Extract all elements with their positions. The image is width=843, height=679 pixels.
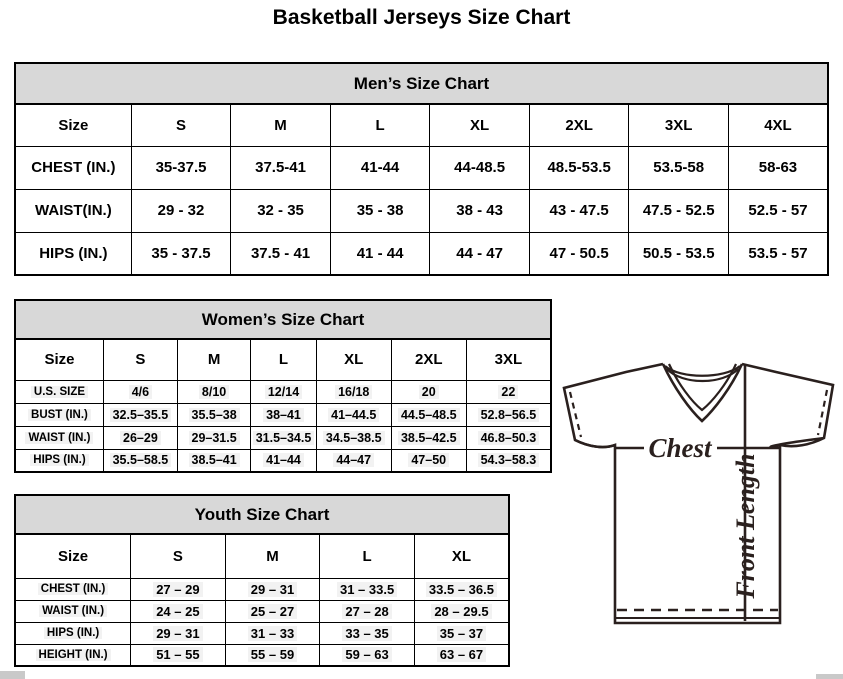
- size-value-cell: 38 - 43: [430, 189, 530, 232]
- size-value-cell: 12/14: [251, 380, 316, 403]
- column-header: 3XL: [629, 104, 729, 146]
- jersey-vneck-inner: [669, 364, 736, 410]
- column-header: S: [131, 534, 226, 578]
- size-value-cell: 38.5–42.5: [391, 426, 466, 449]
- table-row: [15, 403, 551, 426]
- youth-chart-title: Youth Size Chart: [14, 494, 510, 533]
- scrollbar-right-fragment[interactable]: [816, 674, 843, 679]
- size-value-cell: 47.5 - 52.5: [629, 189, 729, 232]
- size-value-cell: 26–29: [103, 426, 177, 449]
- size-value-cell: 47 - 50.5: [529, 232, 629, 275]
- jersey-collar-back-arc-1: [665, 366, 740, 376]
- table-row: [15, 578, 509, 600]
- size-value-cell: 59 – 63: [320, 644, 415, 666]
- size-value-cell: 53.5 - 57: [728, 232, 828, 275]
- size-value-cell: 54.3–58.3: [466, 449, 551, 472]
- size-value-cell: 32.5–35.5: [103, 403, 177, 426]
- column-header: XL: [316, 339, 391, 380]
- size-value-cell: 44 - 47: [430, 232, 530, 275]
- column-header: XL: [414, 534, 509, 578]
- size-value-cell: 41-44: [330, 146, 430, 189]
- size-value-cell: 29–31.5: [177, 426, 250, 449]
- row-label: WAIST (IN.): [15, 426, 103, 449]
- scrollbar-left-fragment[interactable]: [0, 671, 25, 679]
- mens-chart-title: Men’s Size Chart: [14, 62, 829, 103]
- size-value-cell: 52.8–56.5: [466, 403, 551, 426]
- column-header: M: [177, 339, 250, 380]
- size-value-cell: 25 – 27: [225, 600, 320, 622]
- table-row: [15, 600, 509, 622]
- size-value-cell: 32 - 35: [231, 189, 331, 232]
- column-header: Size: [15, 534, 131, 578]
- row-label: HEIGHT (IN.): [15, 644, 131, 666]
- front-length-label: Front Length: [731, 453, 760, 599]
- size-value-cell: 35 - 38: [330, 189, 430, 232]
- size-value-cell: 28 – 29.5: [414, 600, 509, 622]
- womens-chart-title: Women’s Size Chart: [14, 299, 552, 338]
- jersey-measurement-diagram: [556, 358, 843, 670]
- size-value-cell: 63 – 67: [414, 644, 509, 666]
- column-header-row: [15, 104, 828, 146]
- row-label: WAIST(IN.): [15, 189, 131, 232]
- jersey-left-underarm: [575, 440, 615, 447]
- size-value-cell: 41 - 44: [330, 232, 430, 275]
- table-row: [15, 622, 509, 644]
- size-value-cell: 34.5–38.5: [316, 426, 391, 449]
- size-value-cell: 27 – 29: [131, 578, 226, 600]
- size-value-cell: 22: [466, 380, 551, 403]
- size-value-cell: 35-37.5: [131, 146, 231, 189]
- size-value-cell: 37.5-41: [231, 146, 331, 189]
- size-value-cell: 4/6: [103, 380, 177, 403]
- size-value-cell: 41–44: [251, 449, 316, 472]
- row-label: CHEST (IN.): [15, 146, 131, 189]
- table-row: [15, 232, 828, 275]
- column-header: 4XL: [728, 104, 828, 146]
- womens-size-table: [14, 338, 552, 473]
- size-value-cell: 52.5 - 57: [728, 189, 828, 232]
- size-value-cell: 29 – 31: [225, 578, 320, 600]
- size-value-cell: 53.5-58: [629, 146, 729, 189]
- size-value-cell: 44–47: [316, 449, 391, 472]
- page-title: Basketball Jerseys Size Chart: [272, 6, 571, 29]
- size-value-cell: 31.5–34.5: [251, 426, 316, 449]
- table-row: [15, 189, 828, 232]
- column-header: S: [103, 339, 177, 380]
- size-value-cell: 44.5–48.5: [391, 403, 466, 426]
- size-value-cell: 43 - 47.5: [529, 189, 629, 232]
- size-value-cell: 35.5–38: [177, 403, 250, 426]
- size-value-cell: 33.5 – 36.5: [414, 578, 509, 600]
- mens-size-chart-section: [14, 62, 829, 276]
- size-value-cell: 33 – 35: [320, 622, 415, 644]
- size-value-cell: 48.5-53.5: [529, 146, 629, 189]
- size-value-cell: 55 – 59: [225, 644, 320, 666]
- column-header: 2XL: [529, 104, 629, 146]
- size-value-cell: 51 – 55: [131, 644, 226, 666]
- size-value-cell: 20: [391, 380, 466, 403]
- youth-size-chart-section: [14, 494, 510, 667]
- chest-label: Chest: [648, 433, 712, 463]
- table-row: [15, 426, 551, 449]
- size-value-cell: 35 - 37.5: [131, 232, 231, 275]
- column-header: L: [330, 104, 430, 146]
- size-value-cell: 35 – 37: [414, 622, 509, 644]
- row-label: CHEST (IN.): [15, 578, 131, 600]
- size-value-cell: 58-63: [728, 146, 828, 189]
- table-row: [15, 644, 509, 666]
- column-header: Size: [15, 339, 103, 380]
- size-value-cell: 41–44.5: [316, 403, 391, 426]
- column-header-row: [15, 339, 551, 380]
- size-value-cell: 29 – 31: [131, 622, 226, 644]
- table-row: [15, 380, 551, 403]
- size-value-cell: 8/10: [177, 380, 250, 403]
- size-value-cell: 50.5 - 53.5: [629, 232, 729, 275]
- table-row: [15, 449, 551, 472]
- size-value-cell: 47–50: [391, 449, 466, 472]
- column-header: M: [225, 534, 320, 578]
- row-label: HIPS (IN.): [15, 232, 131, 275]
- row-label: HIPS (IN.): [15, 449, 103, 472]
- column-header: 2XL: [391, 339, 466, 380]
- womens-size-chart-section: [14, 299, 552, 473]
- column-header: S: [131, 104, 231, 146]
- size-value-cell: 24 – 25: [131, 600, 226, 622]
- size-value-cell: 46.8–50.3: [466, 426, 551, 449]
- size-value-cell: 44-48.5: [430, 146, 530, 189]
- size-value-cell: 38.5–41: [177, 449, 250, 472]
- size-value-cell: 16/18: [316, 380, 391, 403]
- column-header-row: [15, 534, 509, 578]
- column-header: L: [251, 339, 316, 380]
- column-header: M: [231, 104, 331, 146]
- column-header: XL: [430, 104, 530, 146]
- size-value-cell: 31 – 33.5: [320, 578, 415, 600]
- size-value-cell: 29 - 32: [131, 189, 231, 232]
- row-label: BUST (IN.): [15, 403, 103, 426]
- column-header: Size: [15, 104, 131, 146]
- column-header: 3XL: [466, 339, 551, 380]
- row-label: WAIST (IN.): [15, 600, 131, 622]
- size-value-cell: 35.5–58.5: [103, 449, 177, 472]
- mens-size-table: [14, 103, 829, 276]
- column-header: L: [320, 534, 415, 578]
- jersey-outline: [564, 364, 833, 623]
- size-value-cell: 31 – 33: [225, 622, 320, 644]
- row-label: HIPS (IN.): [15, 622, 131, 644]
- row-label: U.S. SIZE: [15, 380, 103, 403]
- size-value-cell: 27 – 28: [320, 600, 415, 622]
- size-value-cell: 38–41: [251, 403, 316, 426]
- size-value-cell: 37.5 - 41: [231, 232, 331, 275]
- youth-size-table: [14, 533, 510, 667]
- table-row: [15, 146, 828, 189]
